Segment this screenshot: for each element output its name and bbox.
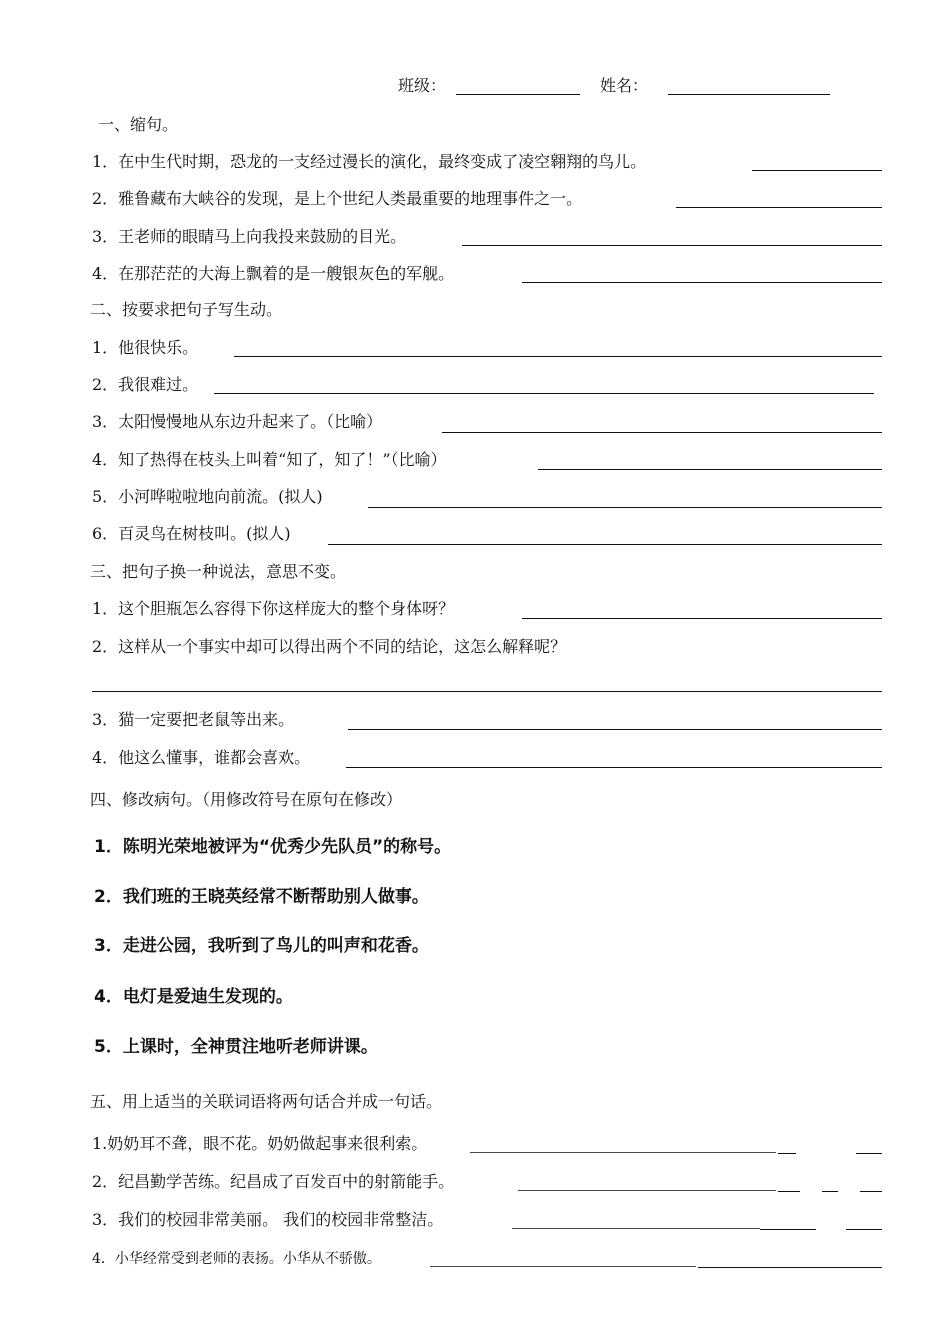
s2-answer-2[interactable] <box>214 393 874 394</box>
s5-item-1: 1.奶奶耳不聋，眼不花。奶奶做起事来很利索。 <box>92 1134 428 1153</box>
s1-answer-3[interactable] <box>462 245 882 246</box>
s5-answer-2-seg-c <box>860 1191 882 1192</box>
section-4-title: 四、修改病句。（用修改符号在原句在修改） <box>90 790 403 809</box>
s5-answer-1-seg-b <box>856 1153 882 1154</box>
s5-item-4: 4．小华经常受到老师的表扬。小华从不骄傲。 <box>92 1251 381 1267</box>
s2-item-3: 3．太阳慢慢地从东边升起来了。（比喻） <box>92 412 383 431</box>
section-1-title: 一、缩句。 <box>98 115 179 134</box>
s2-item-2: 2．我很难过。 <box>92 375 199 394</box>
s1-answer-2[interactable] <box>676 207 882 208</box>
s5-item-2: 2．纪昌勤学苦练。纪昌成了百发百中的射箭能手。 <box>92 1172 455 1191</box>
s5-answer-4[interactable] <box>430 1266 696 1267</box>
section-3-title: 三、把句子换一种说法，意思不变。 <box>90 562 347 581</box>
s5-answer-2[interactable] <box>518 1190 776 1191</box>
s2-item-1: 1．他很快乐。 <box>92 338 199 357</box>
name-label: 姓名： <box>600 76 649 95</box>
s5-answer-4-seg-a <box>698 1267 882 1268</box>
s1-answer-1[interactable] <box>752 170 882 171</box>
s4-item-5: 5．上课时，全神贯注地听老师讲课。 <box>94 1037 378 1057</box>
s4-item-3: 3．走进公园，我听到了鸟儿的叫声和花香。 <box>94 936 429 956</box>
s3-answer-3[interactable] <box>348 729 882 730</box>
s3-answer-4[interactable] <box>346 767 882 768</box>
s2-answer-3[interactable] <box>442 432 882 433</box>
class-blank[interactable] <box>456 94 580 95</box>
section-2-title: 二、按要求把句子写生动。 <box>90 300 283 319</box>
s4-item-1: 1．陈明光荣地被评为“优秀少先队员”的称号。 <box>94 837 452 857</box>
s3-item-4: 4．他这么懂事，谁都会喜欢。 <box>92 748 311 767</box>
section-5-title: 五、用上适当的关联词语将两句话合并成一句话。 <box>90 1092 443 1111</box>
s1-item-4: 4．在那茫茫的大海上飘着的是一艘银灰色的军舰。 <box>92 264 455 283</box>
name-blank[interactable] <box>668 94 830 95</box>
s4-item-4: 4．电灯是爱迪生发现的。 <box>94 987 293 1007</box>
s1-item-2: 2．雅鲁藏布大峡谷的发现，是上个世纪人类最重要的地理事件之一。 <box>92 189 583 208</box>
s5-answer-3[interactable] <box>512 1228 760 1229</box>
s3-item-2: 2．这样从一个事实中却可以得出两个不同的结论，这怎么解释呢？ <box>92 637 567 656</box>
s5-answer-1[interactable] <box>470 1152 776 1153</box>
class-label: 班级： <box>398 76 447 95</box>
s3-answer-2[interactable] <box>92 691 882 692</box>
s2-answer-5[interactable] <box>368 507 882 508</box>
s5-item-3: 3．我们的校园非常美丽。 我们的校园非常整洁。 <box>92 1210 444 1229</box>
s5-answer-3-seg-a <box>760 1229 816 1230</box>
s2-answer-1[interactable] <box>234 356 882 357</box>
s3-item-3: 3．猫一定要把老鼠等出来。 <box>92 710 295 729</box>
s2-item-4: 4．知了热得在枝头上叫着“知了，知了！”（比喻） <box>92 450 447 469</box>
s1-answer-4[interactable] <box>522 282 882 283</box>
s3-item-1: 1．这个胆瓶怎么容得下你这样庞大的整个身体呀？ <box>92 599 455 618</box>
s4-item-2: 2．我们班的王晓英经常不断帮助别人做事。 <box>94 887 429 907</box>
s5-answer-3-seg-b <box>846 1229 882 1230</box>
s5-answer-2-seg-b <box>822 1191 838 1192</box>
s5-answer-1-seg-a <box>778 1153 796 1154</box>
s2-item-6: 6．百灵鸟在树枝叫。(拟人) <box>92 524 291 543</box>
s5-answer-2-seg-a <box>778 1191 800 1192</box>
s1-item-1: 1．在中生代时期，恐龙的一支经过漫长的演化，最终变成了凌空翱翔的鸟儿。 <box>92 152 647 171</box>
s2-answer-6[interactable] <box>328 544 882 545</box>
s3-answer-1[interactable] <box>522 618 882 619</box>
s1-item-3: 3．王老师的眼睛马上向我投来鼓励的目光。 <box>92 227 407 246</box>
s2-answer-4[interactable] <box>538 469 882 470</box>
s2-item-5: 5．小河哗啦啦地向前流。(拟人) <box>92 487 323 506</box>
